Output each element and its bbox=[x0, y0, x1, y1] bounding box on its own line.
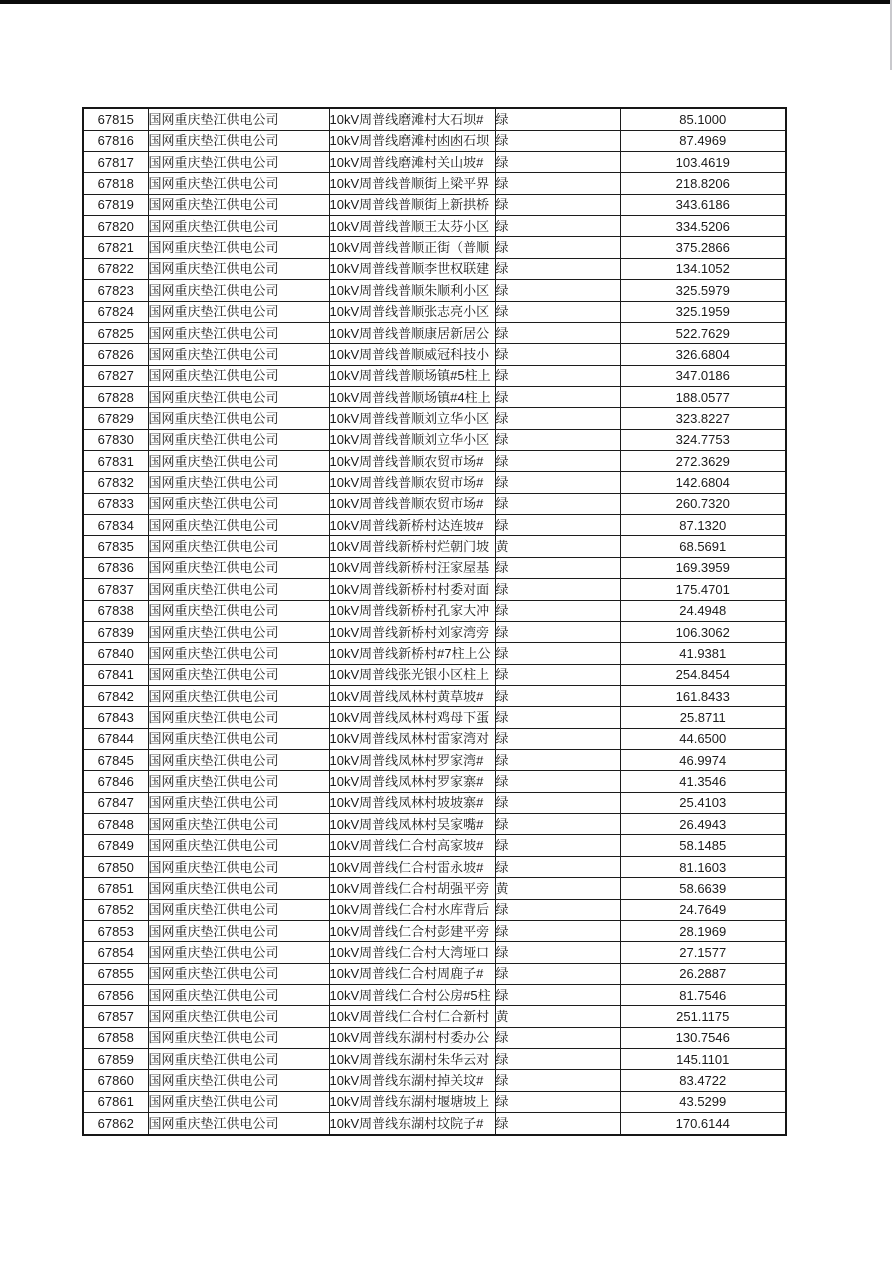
cell-company: 国网重庆垫江供电公司 bbox=[148, 386, 329, 407]
cell-line: 10kV周普线东湖村朱华云对 bbox=[329, 1049, 495, 1070]
cell-line: 10kV周普线仁合村彭建平旁 bbox=[329, 920, 495, 941]
cell-company: 国网重庆垫江供电公司 bbox=[148, 792, 329, 813]
cell-company: 国网重庆垫江供电公司 bbox=[148, 151, 329, 172]
cell-value: 170.6144 bbox=[620, 1113, 786, 1135]
cell-id: 67851 bbox=[83, 878, 148, 899]
cell-id: 67841 bbox=[83, 664, 148, 685]
cell-company: 国网重庆垫江供电公司 bbox=[148, 216, 329, 237]
cell-id: 67824 bbox=[83, 301, 148, 322]
cell-status: 绿 bbox=[495, 942, 620, 963]
table-row bbox=[83, 878, 786, 899]
cell-status: 绿 bbox=[495, 664, 620, 685]
table-row bbox=[83, 963, 786, 984]
cell-status: 绿 bbox=[495, 899, 620, 920]
cell-company: 国网重庆垫江供电公司 bbox=[148, 878, 329, 899]
cell-value: 58.6639 bbox=[620, 878, 786, 899]
cell-line: 10kV周普线普顺李世权联建 bbox=[329, 258, 495, 279]
table-row bbox=[83, 408, 786, 429]
cell-status: 绿 bbox=[495, 194, 620, 215]
cell-id: 67822 bbox=[83, 258, 148, 279]
cell-line: 10kV周普线新桥村汪家屋基 bbox=[329, 557, 495, 578]
cell-company: 国网重庆垫江供电公司 bbox=[148, 643, 329, 664]
cell-line: 10kV周普线普顺王太芬小区 bbox=[329, 216, 495, 237]
cell-company: 国网重庆垫江供电公司 bbox=[148, 108, 329, 130]
cell-id: 67833 bbox=[83, 493, 148, 514]
cell-line: 10kV周普线普顺街上梁平界 bbox=[329, 173, 495, 194]
cell-line: 10kV周普线仁合村高家坡# bbox=[329, 835, 495, 856]
cell-value: 324.7753 bbox=[620, 429, 786, 450]
cell-id: 67835 bbox=[83, 536, 148, 557]
cell-id: 67854 bbox=[83, 942, 148, 963]
cell-company: 国网重庆垫江供电公司 bbox=[148, 515, 329, 536]
table-row bbox=[83, 728, 786, 749]
table-row bbox=[83, 493, 786, 514]
cell-line: 10kV周普线仁合村仁合新村 bbox=[329, 1006, 495, 1027]
cell-status: 绿 bbox=[495, 173, 620, 194]
cell-company: 国网重庆垫江供电公司 bbox=[148, 920, 329, 941]
cell-status: 绿 bbox=[495, 1070, 620, 1091]
cell-id: 67862 bbox=[83, 1113, 148, 1135]
cell-id: 67834 bbox=[83, 515, 148, 536]
cell-value: 323.8227 bbox=[620, 408, 786, 429]
cell-line: 10kV周普线凤林村鸡母下蛋 bbox=[329, 707, 495, 728]
cell-line: 10kV周普线凤林村罗家湾# bbox=[329, 750, 495, 771]
cell-line: 10kV周普线普顺街上新拱桥 bbox=[329, 194, 495, 215]
table-row bbox=[83, 237, 786, 258]
table-row bbox=[83, 1091, 786, 1112]
cell-value: 46.9974 bbox=[620, 750, 786, 771]
cell-line: 10kV周普线东湖村堰塘坡上 bbox=[329, 1091, 495, 1112]
cell-company: 国网重庆垫江供电公司 bbox=[148, 344, 329, 365]
cell-status: 绿 bbox=[495, 108, 620, 130]
cell-line: 10kV周普线仁合村大湾垭口 bbox=[329, 942, 495, 963]
cell-id: 67857 bbox=[83, 1006, 148, 1027]
table-row bbox=[83, 750, 786, 771]
cell-company: 国网重庆垫江供电公司 bbox=[148, 194, 329, 215]
cell-value: 24.7649 bbox=[620, 899, 786, 920]
table-row bbox=[83, 173, 786, 194]
cell-line: 10kV周普线普顺张志亮小区 bbox=[329, 301, 495, 322]
cell-company: 国网重庆垫江供电公司 bbox=[148, 835, 329, 856]
table-row bbox=[83, 451, 786, 472]
table-row bbox=[83, 707, 786, 728]
cell-id: 67845 bbox=[83, 750, 148, 771]
cell-id: 67816 bbox=[83, 130, 148, 151]
cell-value: 375.2866 bbox=[620, 237, 786, 258]
cell-id: 67839 bbox=[83, 621, 148, 642]
cell-status: 绿 bbox=[495, 1049, 620, 1070]
cell-value: 130.7546 bbox=[620, 1027, 786, 1048]
cell-company: 国网重庆垫江供电公司 bbox=[148, 1049, 329, 1070]
cell-company: 国网重庆垫江供电公司 bbox=[148, 856, 329, 877]
cell-company: 国网重庆垫江供电公司 bbox=[148, 472, 329, 493]
cell-line: 10kV周普线普顺正街（普顺 bbox=[329, 237, 495, 258]
cell-value: 169.3959 bbox=[620, 557, 786, 578]
cell-status: 绿 bbox=[495, 728, 620, 749]
power-supply-table bbox=[82, 107, 787, 1136]
cell-value: 326.6804 bbox=[620, 344, 786, 365]
table-row bbox=[83, 814, 786, 835]
cell-line: 10kV周普线磨滩村凼凼石坝 bbox=[329, 130, 495, 151]
cell-value: 347.0186 bbox=[620, 365, 786, 386]
cell-value: 41.9381 bbox=[620, 643, 786, 664]
cell-status: 绿 bbox=[495, 835, 620, 856]
cell-status: 绿 bbox=[495, 408, 620, 429]
cell-company: 国网重庆垫江供电公司 bbox=[148, 1091, 329, 1112]
cell-line: 10kV周普线普顺农贸市场# bbox=[329, 451, 495, 472]
cell-id: 67840 bbox=[83, 643, 148, 664]
cell-company: 国网重庆垫江供电公司 bbox=[148, 280, 329, 301]
cell-company: 国网重庆垫江供电公司 bbox=[148, 685, 329, 706]
cell-line: 10kV周普线普顺农贸市场# bbox=[329, 493, 495, 514]
table-row bbox=[83, 985, 786, 1006]
table-row bbox=[83, 792, 786, 813]
cell-status: 绿 bbox=[495, 600, 620, 621]
cell-id: 67842 bbox=[83, 685, 148, 706]
cell-status: 绿 bbox=[495, 557, 620, 578]
cell-company: 国网重庆垫江供电公司 bbox=[148, 814, 329, 835]
cell-company: 国网重庆垫江供电公司 bbox=[148, 771, 329, 792]
table-row bbox=[83, 557, 786, 578]
cell-value: 272.3629 bbox=[620, 451, 786, 472]
cell-id: 67844 bbox=[83, 728, 148, 749]
cell-status: 绿 bbox=[495, 621, 620, 642]
cell-value: 85.1000 bbox=[620, 108, 786, 130]
cell-value: 161.8433 bbox=[620, 685, 786, 706]
cell-value: 25.4103 bbox=[620, 792, 786, 813]
table-row bbox=[83, 472, 786, 493]
cell-status: 绿 bbox=[495, 130, 620, 151]
cell-line: 10kV周普线凤林村黄草坡# bbox=[329, 685, 495, 706]
cell-status: 绿 bbox=[495, 685, 620, 706]
cell-status: 绿 bbox=[495, 151, 620, 172]
cell-line: 10kV周普线凤林村雷家湾对 bbox=[329, 728, 495, 749]
table-row bbox=[83, 301, 786, 322]
cell-company: 国网重庆垫江供电公司 bbox=[148, 451, 329, 472]
cell-line: 10kV周普线普顺农贸市场# bbox=[329, 472, 495, 493]
table-row bbox=[83, 194, 786, 215]
cell-value: 41.3546 bbox=[620, 771, 786, 792]
cell-line: 10kV周普线凤林村罗家寨# bbox=[329, 771, 495, 792]
cell-id: 67821 bbox=[83, 237, 148, 258]
cell-status: 绿 bbox=[495, 579, 620, 600]
table-row bbox=[83, 685, 786, 706]
cell-company: 国网重庆垫江供电公司 bbox=[148, 899, 329, 920]
cell-line: 10kV周普线新桥村#7柱上公 bbox=[329, 643, 495, 664]
cell-value: 106.3062 bbox=[620, 621, 786, 642]
table-row bbox=[83, 835, 786, 856]
cell-value: 25.8711 bbox=[620, 707, 786, 728]
table-row bbox=[83, 386, 786, 407]
cell-company: 国网重庆垫江供电公司 bbox=[148, 429, 329, 450]
cell-id: 67852 bbox=[83, 899, 148, 920]
table-row bbox=[83, 1006, 786, 1027]
cell-value: 43.5299 bbox=[620, 1091, 786, 1112]
cell-status: 绿 bbox=[495, 301, 620, 322]
table-row bbox=[83, 643, 786, 664]
cell-status: 绿 bbox=[495, 750, 620, 771]
cell-line: 10kV周普线普顺刘立华小区 bbox=[329, 408, 495, 429]
cell-status: 绿 bbox=[495, 280, 620, 301]
table-row bbox=[83, 664, 786, 685]
cell-id: 67815 bbox=[83, 108, 148, 130]
cell-value: 103.4619 bbox=[620, 151, 786, 172]
cell-company: 国网重庆垫江供电公司 bbox=[148, 301, 329, 322]
cell-value: 87.4969 bbox=[620, 130, 786, 151]
cell-value: 175.4701 bbox=[620, 579, 786, 600]
cell-value: 260.7320 bbox=[620, 493, 786, 514]
table-body bbox=[83, 108, 786, 1135]
cell-line: 10kV周普线磨滩村关山坡# bbox=[329, 151, 495, 172]
cell-id: 67837 bbox=[83, 579, 148, 600]
table-row bbox=[83, 1027, 786, 1048]
table-row bbox=[83, 771, 786, 792]
cell-status: 绿 bbox=[495, 429, 620, 450]
cell-line: 10kV周普线普顺场镇#5柱上 bbox=[329, 365, 495, 386]
cell-line: 10kV周普线仁合村水库背后 bbox=[329, 899, 495, 920]
table-row bbox=[83, 280, 786, 301]
cell-id: 67856 bbox=[83, 985, 148, 1006]
cell-id: 67820 bbox=[83, 216, 148, 237]
table-row bbox=[83, 1049, 786, 1070]
table-row bbox=[83, 108, 786, 130]
cell-status: 绿 bbox=[495, 386, 620, 407]
cell-line: 10kV周普线仁合村雷永坡# bbox=[329, 856, 495, 877]
cell-line: 10kV周普线普顺威冠科技小 bbox=[329, 344, 495, 365]
cell-company: 国网重庆垫江供电公司 bbox=[148, 322, 329, 343]
table-row bbox=[83, 1070, 786, 1091]
cell-company: 国网重庆垫江供电公司 bbox=[148, 237, 329, 258]
table-row bbox=[83, 600, 786, 621]
table-row bbox=[83, 258, 786, 279]
cell-value: 68.5691 bbox=[620, 536, 786, 557]
cell-status: 绿 bbox=[495, 792, 620, 813]
cell-status: 绿 bbox=[495, 771, 620, 792]
cell-company: 国网重庆垫江供电公司 bbox=[148, 664, 329, 685]
cell-status: 黄 bbox=[495, 878, 620, 899]
cell-line: 10kV周普线普顺朱顺利小区 bbox=[329, 280, 495, 301]
cell-company: 国网重庆垫江供电公司 bbox=[148, 621, 329, 642]
cell-id: 67826 bbox=[83, 344, 148, 365]
cell-line: 10kV周普线新桥村孔家大冲 bbox=[329, 600, 495, 621]
table-row bbox=[83, 344, 786, 365]
cell-value: 343.6186 bbox=[620, 194, 786, 215]
cell-value: 188.0577 bbox=[620, 386, 786, 407]
table-row bbox=[83, 322, 786, 343]
cell-status: 绿 bbox=[495, 985, 620, 1006]
table-row bbox=[83, 621, 786, 642]
table-row bbox=[83, 429, 786, 450]
cell-company: 国网重庆垫江供电公司 bbox=[148, 942, 329, 963]
cell-id: 67858 bbox=[83, 1027, 148, 1048]
cell-id: 67825 bbox=[83, 322, 148, 343]
cell-status: 绿 bbox=[495, 1113, 620, 1135]
cell-status: 绿 bbox=[495, 643, 620, 664]
cell-line: 10kV周普线东湖村村委办公 bbox=[329, 1027, 495, 1048]
table-row bbox=[83, 365, 786, 386]
cell-status: 绿 bbox=[495, 707, 620, 728]
cell-id: 67861 bbox=[83, 1091, 148, 1112]
cell-line: 10kV周普线东湖村坟院子# bbox=[329, 1113, 495, 1135]
cell-status: 绿 bbox=[495, 451, 620, 472]
cell-company: 国网重庆垫江供电公司 bbox=[148, 707, 329, 728]
cell-value: 58.1485 bbox=[620, 835, 786, 856]
cell-id: 67860 bbox=[83, 1070, 148, 1091]
cell-value: 218.8206 bbox=[620, 173, 786, 194]
table-row bbox=[83, 920, 786, 941]
cell-value: 251.1175 bbox=[620, 1006, 786, 1027]
cell-company: 国网重庆垫江供电公司 bbox=[148, 985, 329, 1006]
cell-company: 国网重庆垫江供电公司 bbox=[148, 750, 329, 771]
cell-company: 国网重庆垫江供电公司 bbox=[148, 728, 329, 749]
cell-value: 44.6500 bbox=[620, 728, 786, 749]
table-row bbox=[83, 856, 786, 877]
cell-line: 10kV周普线东湖村掉关坟# bbox=[329, 1070, 495, 1091]
cell-line: 10kV周普线仁合村胡强平旁 bbox=[329, 878, 495, 899]
cell-line: 10kV周普线仁合村周鹿子# bbox=[329, 963, 495, 984]
table-row bbox=[83, 216, 786, 237]
cell-status: 绿 bbox=[495, 322, 620, 343]
cell-status: 绿 bbox=[495, 963, 620, 984]
cell-company: 国网重庆垫江供电公司 bbox=[148, 365, 329, 386]
cell-id: 67843 bbox=[83, 707, 148, 728]
table-row bbox=[83, 130, 786, 151]
cell-id: 67855 bbox=[83, 963, 148, 984]
cell-line: 10kV周普线普顺刘立华小区 bbox=[329, 429, 495, 450]
cell-value: 134.1052 bbox=[620, 258, 786, 279]
cell-status: 绿 bbox=[495, 493, 620, 514]
cell-status: 绿 bbox=[495, 344, 620, 365]
cell-line: 10kV周普线普顺场镇#4柱上 bbox=[329, 386, 495, 407]
cell-value: 26.4943 bbox=[620, 814, 786, 835]
cell-company: 国网重庆垫江供电公司 bbox=[148, 493, 329, 514]
cell-id: 67831 bbox=[83, 451, 148, 472]
cell-value: 334.5206 bbox=[620, 216, 786, 237]
cell-status: 绿 bbox=[495, 1027, 620, 1048]
cell-id: 67832 bbox=[83, 472, 148, 493]
cell-status: 黄 bbox=[495, 536, 620, 557]
cell-company: 国网重庆垫江供电公司 bbox=[148, 130, 329, 151]
cell-value: 87.1320 bbox=[620, 515, 786, 536]
cell-id: 67859 bbox=[83, 1049, 148, 1070]
cell-line: 10kV周普线张光银小区柱上 bbox=[329, 664, 495, 685]
table-row bbox=[83, 1113, 786, 1135]
cell-id: 67817 bbox=[83, 151, 148, 172]
table-row bbox=[83, 942, 786, 963]
cell-id: 67846 bbox=[83, 771, 148, 792]
cell-status: 绿 bbox=[495, 237, 620, 258]
cell-status: 绿 bbox=[495, 856, 620, 877]
cell-id: 67853 bbox=[83, 920, 148, 941]
cell-line: 10kV周普线凤林村坡坡寨# bbox=[329, 792, 495, 813]
cell-status: 绿 bbox=[495, 814, 620, 835]
cell-status: 绿 bbox=[495, 515, 620, 536]
table-row bbox=[83, 579, 786, 600]
cell-id: 67838 bbox=[83, 600, 148, 621]
cell-id: 67847 bbox=[83, 792, 148, 813]
cell-value: 522.7629 bbox=[620, 322, 786, 343]
cell-company: 国网重庆垫江供电公司 bbox=[148, 579, 329, 600]
table-row bbox=[83, 151, 786, 172]
table-row bbox=[83, 899, 786, 920]
cell-line: 10kV周普线新桥村达连坡# bbox=[329, 515, 495, 536]
cell-line: 10kV周普线仁合村公房#5柱 bbox=[329, 985, 495, 1006]
cell-id: 67850 bbox=[83, 856, 148, 877]
cell-status: 绿 bbox=[495, 472, 620, 493]
cell-line: 10kV周普线普顺康居新居公 bbox=[329, 322, 495, 343]
cell-value: 254.8454 bbox=[620, 664, 786, 685]
cell-company: 国网重庆垫江供电公司 bbox=[148, 173, 329, 194]
cell-status: 黄 bbox=[495, 1006, 620, 1027]
cell-value: 145.1101 bbox=[620, 1049, 786, 1070]
cell-company: 国网重庆垫江供电公司 bbox=[148, 1113, 329, 1135]
cell-value: 27.1577 bbox=[620, 942, 786, 963]
cell-id: 67818 bbox=[83, 173, 148, 194]
cell-company: 国网重庆垫江供电公司 bbox=[148, 258, 329, 279]
cell-id: 67836 bbox=[83, 557, 148, 578]
cell-status: 绿 bbox=[495, 365, 620, 386]
cell-status: 绿 bbox=[495, 216, 620, 237]
cell-company: 国网重庆垫江供电公司 bbox=[148, 1070, 329, 1091]
cell-value: 325.5979 bbox=[620, 280, 786, 301]
cell-company: 国网重庆垫江供电公司 bbox=[148, 557, 329, 578]
cell-line: 10kV周普线新桥村烂朝门坡 bbox=[329, 536, 495, 557]
cell-status: 绿 bbox=[495, 920, 620, 941]
cell-line: 10kV周普线新桥村村委对面 bbox=[329, 579, 495, 600]
cell-company: 国网重庆垫江供电公司 bbox=[148, 1006, 329, 1027]
cell-company: 国网重庆垫江供电公司 bbox=[148, 1027, 329, 1048]
cell-id: 67823 bbox=[83, 280, 148, 301]
cell-value: 325.1959 bbox=[620, 301, 786, 322]
cell-line: 10kV周普线新桥村刘家湾旁 bbox=[329, 621, 495, 642]
cell-id: 67827 bbox=[83, 365, 148, 386]
cell-id: 67829 bbox=[83, 408, 148, 429]
cell-value: 83.4722 bbox=[620, 1070, 786, 1091]
cell-company: 国网重庆垫江供电公司 bbox=[148, 408, 329, 429]
cell-id: 67848 bbox=[83, 814, 148, 835]
cell-value: 24.4948 bbox=[620, 600, 786, 621]
cell-line: 10kV周普线凤林村吴家嘴# bbox=[329, 814, 495, 835]
cell-value: 81.7546 bbox=[620, 985, 786, 1006]
cell-value: 26.2887 bbox=[620, 963, 786, 984]
cell-id: 67849 bbox=[83, 835, 148, 856]
table-row bbox=[83, 515, 786, 536]
cell-id: 67828 bbox=[83, 386, 148, 407]
cell-status: 绿 bbox=[495, 1091, 620, 1112]
table-row bbox=[83, 536, 786, 557]
cell-value: 81.1603 bbox=[620, 856, 786, 877]
cell-id: 67830 bbox=[83, 429, 148, 450]
cell-value: 142.6804 bbox=[620, 472, 786, 493]
cell-company: 国网重庆垫江供电公司 bbox=[148, 963, 329, 984]
top-edge-bar bbox=[0, 0, 892, 4]
cell-value: 28.1969 bbox=[620, 920, 786, 941]
cell-status: 绿 bbox=[495, 258, 620, 279]
cell-line: 10kV周普线磨滩村大石坝# bbox=[329, 108, 495, 130]
cell-company: 国网重庆垫江供电公司 bbox=[148, 536, 329, 557]
cell-company: 国网重庆垫江供电公司 bbox=[148, 600, 329, 621]
cell-id: 67819 bbox=[83, 194, 148, 215]
